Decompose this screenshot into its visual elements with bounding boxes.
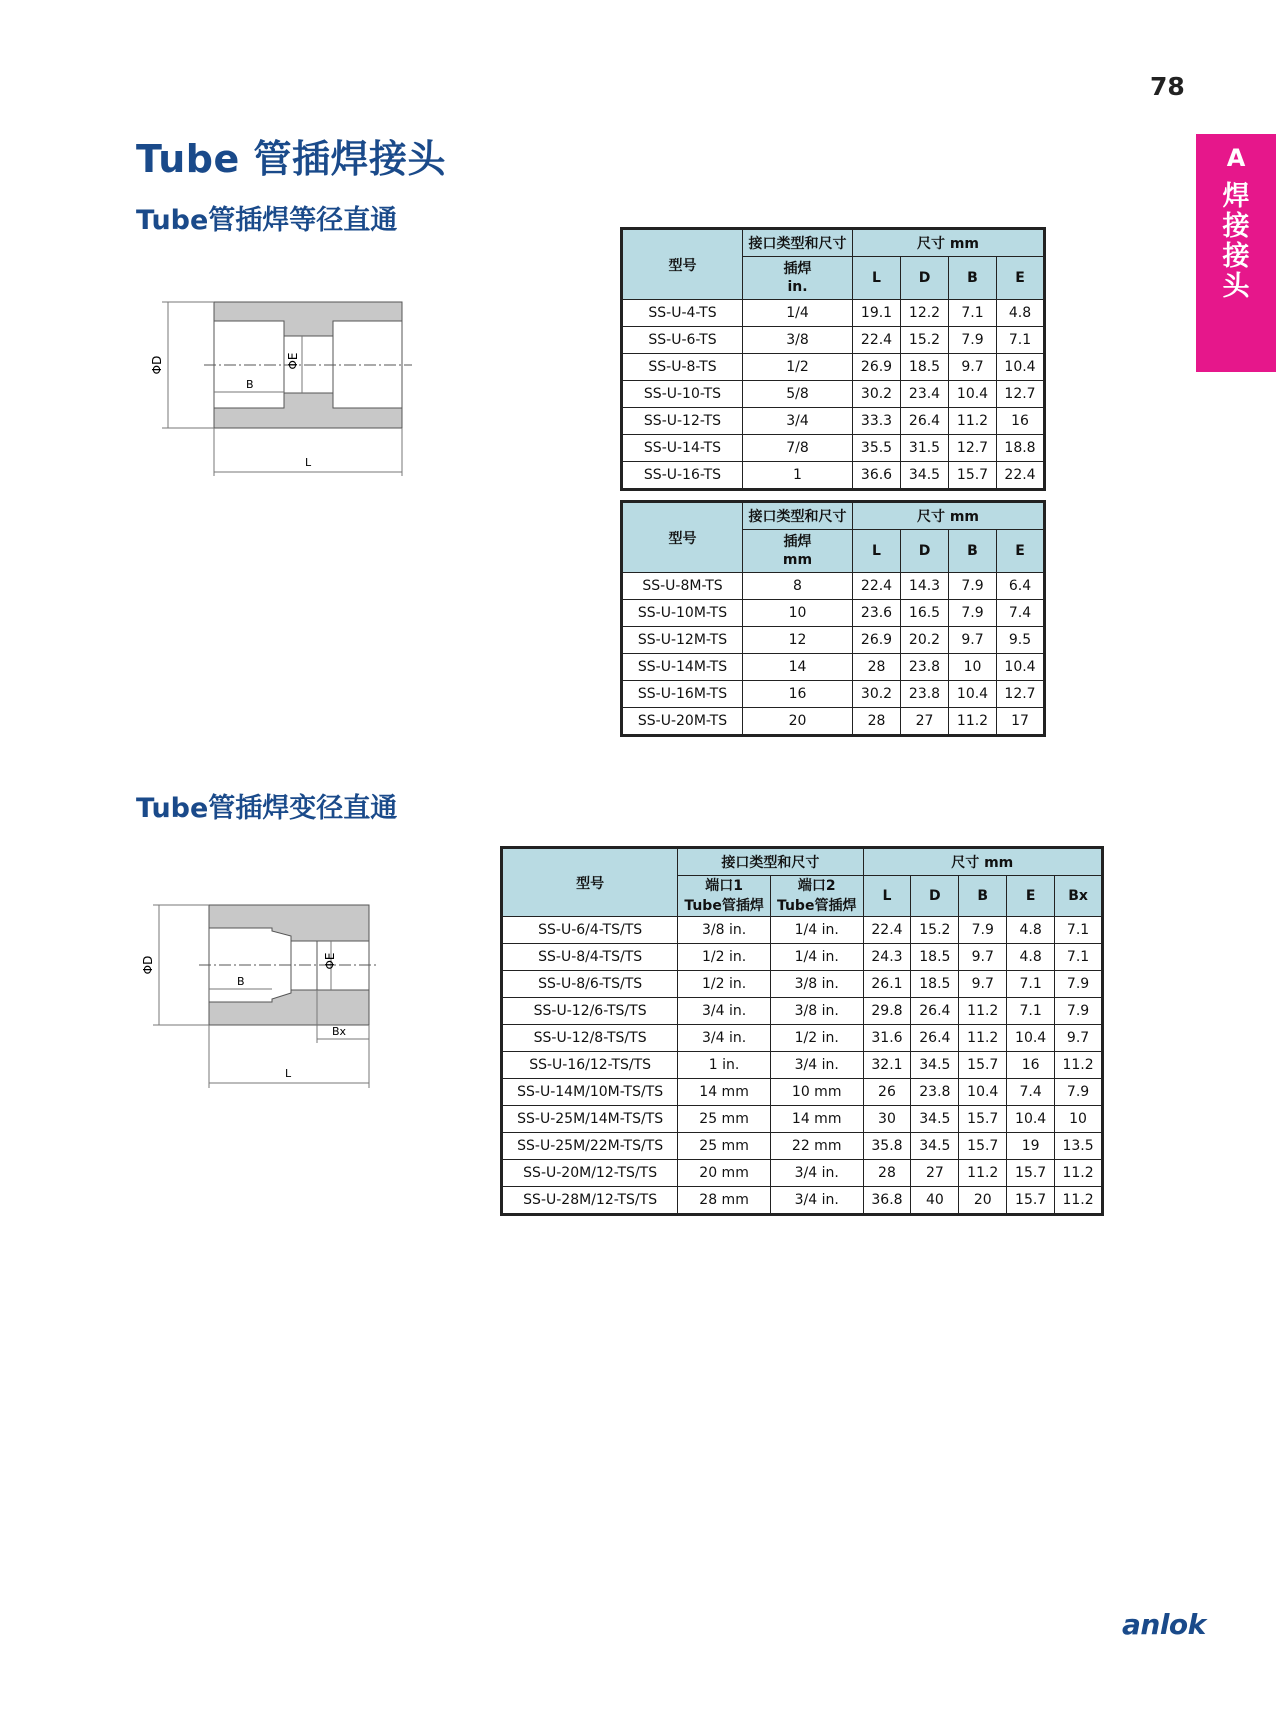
- table-cell: 22.4: [863, 917, 911, 944]
- col-header-port2: [770, 876, 863, 917]
- table-row: [622, 435, 1045, 462]
- table-cell: 3/4 in.: [770, 1052, 863, 1079]
- table-row: [502, 1133, 1103, 1160]
- table-cell: 11.2: [959, 998, 1007, 1025]
- table-cell: 28 mm: [678, 1187, 771, 1215]
- table-cell: 22.4: [853, 573, 901, 600]
- table-cell: 18.5: [901, 354, 949, 381]
- table-row: [622, 600, 1045, 627]
- table-cell: 1/4 in.: [770, 917, 863, 944]
- col-header-port1: [678, 876, 771, 917]
- equal-union-inch-table: [620, 227, 1046, 491]
- table-cell: 36.6: [853, 462, 901, 490]
- table-cell: 25 mm: [678, 1106, 771, 1133]
- col-header-dimension: 尺寸 mm: [853, 229, 1045, 257]
- dim-label-d: ΦD: [141, 955, 155, 975]
- table-row: [502, 998, 1103, 1025]
- col-header-b: B: [949, 257, 997, 300]
- table-cell: 7.4: [997, 600, 1045, 627]
- table-cell: 30: [863, 1106, 911, 1133]
- model-cell: SS-U-16-TS: [622, 462, 743, 490]
- reducing-union-table: [500, 846, 1104, 1216]
- table-cell: 36.8: [863, 1187, 911, 1215]
- dim-label-e: ΦE: [323, 952, 337, 970]
- table-cell: 6.4: [997, 573, 1045, 600]
- weld-label: 插焊: [783, 534, 812, 550]
- model-cell: SS-U-8/6-TS/TS: [502, 971, 678, 998]
- table-cell: 4.8: [1007, 944, 1055, 971]
- dim-label-b: B: [246, 378, 254, 391]
- dim-label-e: ΦE: [286, 352, 300, 370]
- table-cell: 23.8: [901, 654, 949, 681]
- table-cell: 15.7: [949, 462, 997, 490]
- table-cell: 1/4 in.: [770, 944, 863, 971]
- model-cell: SS-U-25M/22M-TS/TS: [502, 1133, 678, 1160]
- table-cell: 11.2: [959, 1160, 1007, 1187]
- col-header-bx: Bx: [1055, 876, 1103, 917]
- table-cell: 35.5: [853, 435, 901, 462]
- table-cell: 1/2 in.: [678, 944, 771, 971]
- table-row: [622, 708, 1045, 736]
- table-cell: 12.7: [997, 381, 1045, 408]
- table-row: [502, 944, 1103, 971]
- col-header-e: E: [1007, 876, 1055, 917]
- side-tab-letter: A: [1226, 144, 1246, 172]
- table-cell: 15.7: [1007, 1187, 1055, 1215]
- table-row: [622, 327, 1045, 354]
- table-cell: 11.2: [949, 408, 997, 435]
- col-header-model: 型号: [502, 848, 678, 917]
- section-side-tab: [1196, 134, 1276, 372]
- table-cell: 31.5: [901, 435, 949, 462]
- table-cell: 18.5: [911, 971, 959, 998]
- col-header-connection: 接口类型和尺寸: [743, 229, 853, 257]
- table-cell: 1 in.: [678, 1052, 771, 1079]
- table-cell: 10.4: [1007, 1025, 1055, 1052]
- dim-label-bx: Bx: [332, 1025, 347, 1038]
- table-cell: 28: [853, 654, 901, 681]
- table-cell: 10: [743, 600, 853, 627]
- table-row: [622, 654, 1045, 681]
- model-cell: SS-U-12/8-TS/TS: [502, 1025, 678, 1052]
- table-cell: 10.4: [997, 354, 1045, 381]
- col-header-l: L: [863, 876, 911, 917]
- table-cell: 26.1: [863, 971, 911, 998]
- table-cell: 7.9: [949, 600, 997, 627]
- col-header-model: 型号: [622, 502, 743, 573]
- model-cell: SS-U-16M-TS: [622, 681, 743, 708]
- table-cell: 7.1: [1055, 944, 1103, 971]
- table-row: [502, 1106, 1103, 1133]
- model-cell: SS-U-12/6-TS/TS: [502, 998, 678, 1025]
- table-cell: 10: [1055, 1106, 1103, 1133]
- table-cell: 26: [863, 1079, 911, 1106]
- table-cell: 11.2: [949, 708, 997, 736]
- table-cell: 3/4 in.: [678, 998, 771, 1025]
- table-cell: 7.9: [949, 327, 997, 354]
- table-cell: 10: [949, 654, 997, 681]
- table-cell: 30.2: [853, 681, 901, 708]
- table-cell: 30.2: [853, 381, 901, 408]
- section-title-reducing-union: Tube管插焊变径直通: [136, 793, 398, 824]
- table-cell: 7.1: [997, 327, 1045, 354]
- table-cell: 33.3: [853, 408, 901, 435]
- table-cell: 23.4: [901, 381, 949, 408]
- table-row: [502, 1160, 1103, 1187]
- col-header-model: 型号: [622, 229, 743, 300]
- table-cell: 9.7: [1055, 1025, 1103, 1052]
- table-cell: 27: [911, 1160, 959, 1187]
- table-cell: 22.4: [997, 462, 1045, 490]
- col-header-d: D: [901, 257, 949, 300]
- table-cell: 7.9: [1055, 1079, 1103, 1106]
- table-cell: 7.9: [959, 917, 1007, 944]
- table-cell: 26.9: [853, 354, 901, 381]
- table-cell: 7/8: [743, 435, 853, 462]
- table-cell: 7.1: [1007, 971, 1055, 998]
- table-row: [622, 627, 1045, 654]
- model-cell: SS-U-8M-TS: [622, 573, 743, 600]
- col-header-weld: [743, 257, 853, 300]
- table-cell: 1/2: [743, 354, 853, 381]
- table-cell: 12.7: [949, 435, 997, 462]
- table-cell: 3/4: [743, 408, 853, 435]
- table-cell: 28: [863, 1160, 911, 1187]
- table-cell: 19.1: [853, 300, 901, 327]
- dim-label-b: B: [237, 975, 245, 988]
- table-cell: 20: [743, 708, 853, 736]
- table-cell: 14 mm: [770, 1106, 863, 1133]
- table-cell: 32.1: [863, 1052, 911, 1079]
- model-cell: SS-U-14-TS: [622, 435, 743, 462]
- equal-union-metric-table: [620, 500, 1046, 737]
- table-row: [622, 462, 1045, 490]
- col-header-d: D: [911, 876, 959, 917]
- table-cell: 16: [997, 408, 1045, 435]
- table-cell: 25 mm: [678, 1133, 771, 1160]
- table-cell: 7.4: [1007, 1079, 1055, 1106]
- table-cell: 15.2: [911, 917, 959, 944]
- table-row: [502, 1052, 1103, 1079]
- table-cell: 23.8: [901, 681, 949, 708]
- table-cell: 4.8: [1007, 917, 1055, 944]
- table-cell: 20: [959, 1187, 1007, 1215]
- col-header-dimension: 尺寸 mm: [853, 502, 1045, 530]
- table-cell: 14.3: [901, 573, 949, 600]
- table-cell: 29.8: [863, 998, 911, 1025]
- model-cell: SS-U-20M-TS: [622, 708, 743, 736]
- table-cell: 13.5: [1055, 1133, 1103, 1160]
- table-cell: 11.2: [1055, 1160, 1103, 1187]
- table-cell: 7.1: [1007, 998, 1055, 1025]
- table-cell: 15.7: [959, 1133, 1007, 1160]
- table-cell: 10.4: [959, 1079, 1007, 1106]
- table-cell: 14: [743, 654, 853, 681]
- table-cell: 9.7: [959, 944, 1007, 971]
- table-cell: 19: [1007, 1133, 1055, 1160]
- table-cell: 9.7: [959, 971, 1007, 998]
- model-cell: SS-U-8/4-TS/TS: [502, 944, 678, 971]
- reducing-union-drawing: [135, 895, 380, 1090]
- equal-union-drawing: [140, 290, 420, 490]
- table-cell: 34.5: [911, 1052, 959, 1079]
- table-cell: 3/8 in.: [678, 917, 771, 944]
- model-cell: SS-U-25M/14M-TS/TS: [502, 1106, 678, 1133]
- table-cell: 11.2: [959, 1025, 1007, 1052]
- table-cell: 9.5: [997, 627, 1045, 654]
- table-row: [622, 300, 1045, 327]
- table-cell: 8: [743, 573, 853, 600]
- table-cell: 1/2 in.: [678, 971, 771, 998]
- table-cell: 26.9: [853, 627, 901, 654]
- table-cell: 9.7: [949, 627, 997, 654]
- table-cell: 3/4 in.: [770, 1187, 863, 1215]
- table-cell: 3/8: [743, 327, 853, 354]
- dim-label-l: L: [285, 1067, 292, 1080]
- table-cell: 5/8: [743, 381, 853, 408]
- col-header-connection: 接口类型和尺寸: [678, 848, 863, 876]
- table-cell: 16: [743, 681, 853, 708]
- table-row: [502, 1187, 1103, 1215]
- model-cell: SS-U-14M-TS: [622, 654, 743, 681]
- table-cell: 12.2: [901, 300, 949, 327]
- table-row: [622, 354, 1045, 381]
- table-cell: 4.8: [997, 300, 1045, 327]
- col-header-e: E: [997, 257, 1045, 300]
- port1-label: 端口1: [705, 878, 743, 894]
- table-cell: 9.7: [949, 354, 997, 381]
- table-row: [622, 381, 1045, 408]
- weld-unit: in.: [787, 279, 808, 295]
- table-cell: 10.4: [949, 381, 997, 408]
- table-cell: 11.2: [1055, 1052, 1103, 1079]
- weld-label: 插焊: [783, 261, 812, 277]
- model-cell: SS-U-28M/12-TS/TS: [502, 1187, 678, 1215]
- model-cell: SS-U-6-TS: [622, 327, 743, 354]
- table-cell: 27: [901, 708, 949, 736]
- table-cell: 11.2: [1055, 1187, 1103, 1215]
- table-cell: 26.4: [901, 408, 949, 435]
- col-header-connection: 接口类型和尺寸: [743, 502, 853, 530]
- table-row: [502, 917, 1103, 944]
- table-row: [502, 1079, 1103, 1106]
- table-cell: 1/4: [743, 300, 853, 327]
- model-cell: SS-U-12-TS: [622, 408, 743, 435]
- col-header-weld: [743, 530, 853, 573]
- table-cell: 15.7: [1007, 1160, 1055, 1187]
- table-cell: 22.4: [853, 327, 901, 354]
- table-cell: 10.4: [949, 681, 997, 708]
- table-cell: 34.5: [911, 1133, 959, 1160]
- col-header-l: L: [853, 257, 901, 300]
- table-cell: 28: [853, 708, 901, 736]
- table-cell: 14 mm: [678, 1079, 771, 1106]
- table-cell: 7.9: [949, 573, 997, 600]
- brand-logo: anlok: [1122, 1608, 1206, 1641]
- model-cell: SS-U-8-TS: [622, 354, 743, 381]
- table-row: [502, 1025, 1103, 1052]
- col-header-dimension: 尺寸 mm: [863, 848, 1102, 876]
- table-cell: 16: [1007, 1052, 1055, 1079]
- table-cell: 34.5: [911, 1106, 959, 1133]
- port2-label: 端口2: [797, 878, 836, 894]
- table-cell: 23.8: [911, 1079, 959, 1106]
- model-cell: SS-U-20M/12-TS/TS: [502, 1160, 678, 1187]
- table-cell: 12: [743, 627, 853, 654]
- table-cell: 3/4 in.: [770, 1160, 863, 1187]
- port2-type: Tube管插焊: [776, 898, 857, 914]
- side-tab-label: 焊接接头: [1222, 181, 1250, 302]
- table-cell: 22 mm: [770, 1133, 863, 1160]
- table-cell: 34.5: [901, 462, 949, 490]
- table-cell: 1/2 in.: [770, 1025, 863, 1052]
- table-cell: 12.7: [997, 681, 1045, 708]
- section-title-equal-union: Tube管插焊等径直通: [136, 205, 398, 236]
- table-cell: 7.9: [1055, 998, 1103, 1025]
- model-cell: SS-U-16/12-TS/TS: [502, 1052, 678, 1079]
- table-cell: 31.6: [863, 1025, 911, 1052]
- table-row: [622, 573, 1045, 600]
- col-header-b: B: [959, 876, 1007, 917]
- weld-unit: mm: [782, 552, 813, 568]
- table-row: [502, 971, 1103, 998]
- table-row: [622, 408, 1045, 435]
- model-cell: SS-U-6/4-TS/TS: [502, 917, 678, 944]
- table-cell: 17: [997, 708, 1045, 736]
- table-cell: 3/8 in.: [770, 998, 863, 1025]
- model-cell: SS-U-12M-TS: [622, 627, 743, 654]
- table-cell: 20 mm: [678, 1160, 771, 1187]
- table-cell: 3/8 in.: [770, 971, 863, 998]
- model-cell: SS-U-4-TS: [622, 300, 743, 327]
- col-header-d: D: [901, 530, 949, 573]
- col-header-b: B: [949, 530, 997, 573]
- table-cell: 10 mm: [770, 1079, 863, 1106]
- table-cell: 24.3: [863, 944, 911, 971]
- table-cell: 18.8: [997, 435, 1045, 462]
- table-cell: 7.9: [1055, 971, 1103, 998]
- table-cell: 18.5: [911, 944, 959, 971]
- table-cell: 40: [911, 1187, 959, 1215]
- table-cell: 16.5: [901, 600, 949, 627]
- table-cell: 23.6: [853, 600, 901, 627]
- col-header-l: L: [853, 530, 901, 573]
- table-cell: 10.4: [997, 654, 1045, 681]
- table-cell: 1: [743, 462, 853, 490]
- table-cell: 35.8: [863, 1133, 911, 1160]
- model-cell: SS-U-14M/10M-TS/TS: [502, 1079, 678, 1106]
- table-cell: 7.1: [1055, 917, 1103, 944]
- col-header-e: E: [997, 530, 1045, 573]
- dim-label-d: ΦD: [150, 355, 164, 375]
- table-cell: 26.4: [911, 998, 959, 1025]
- table-cell: 15.7: [959, 1052, 1007, 1079]
- page-number: 78: [1150, 72, 1185, 101]
- page-title: Tube 管插焊接头: [136, 137, 447, 181]
- table-cell: 7.1: [949, 300, 997, 327]
- table-cell: 20.2: [901, 627, 949, 654]
- table-cell: 26.4: [911, 1025, 959, 1052]
- table-cell: 10.4: [1007, 1106, 1055, 1133]
- port1-type: Tube管插焊: [684, 898, 764, 914]
- table-row: [622, 681, 1045, 708]
- model-cell: SS-U-10M-TS: [622, 600, 743, 627]
- table-cell: 15.2: [901, 327, 949, 354]
- table-cell: 3/4 in.: [678, 1025, 771, 1052]
- dim-label-l: L: [305, 456, 312, 469]
- model-cell: SS-U-10-TS: [622, 381, 743, 408]
- table-cell: 15.7: [959, 1106, 1007, 1133]
